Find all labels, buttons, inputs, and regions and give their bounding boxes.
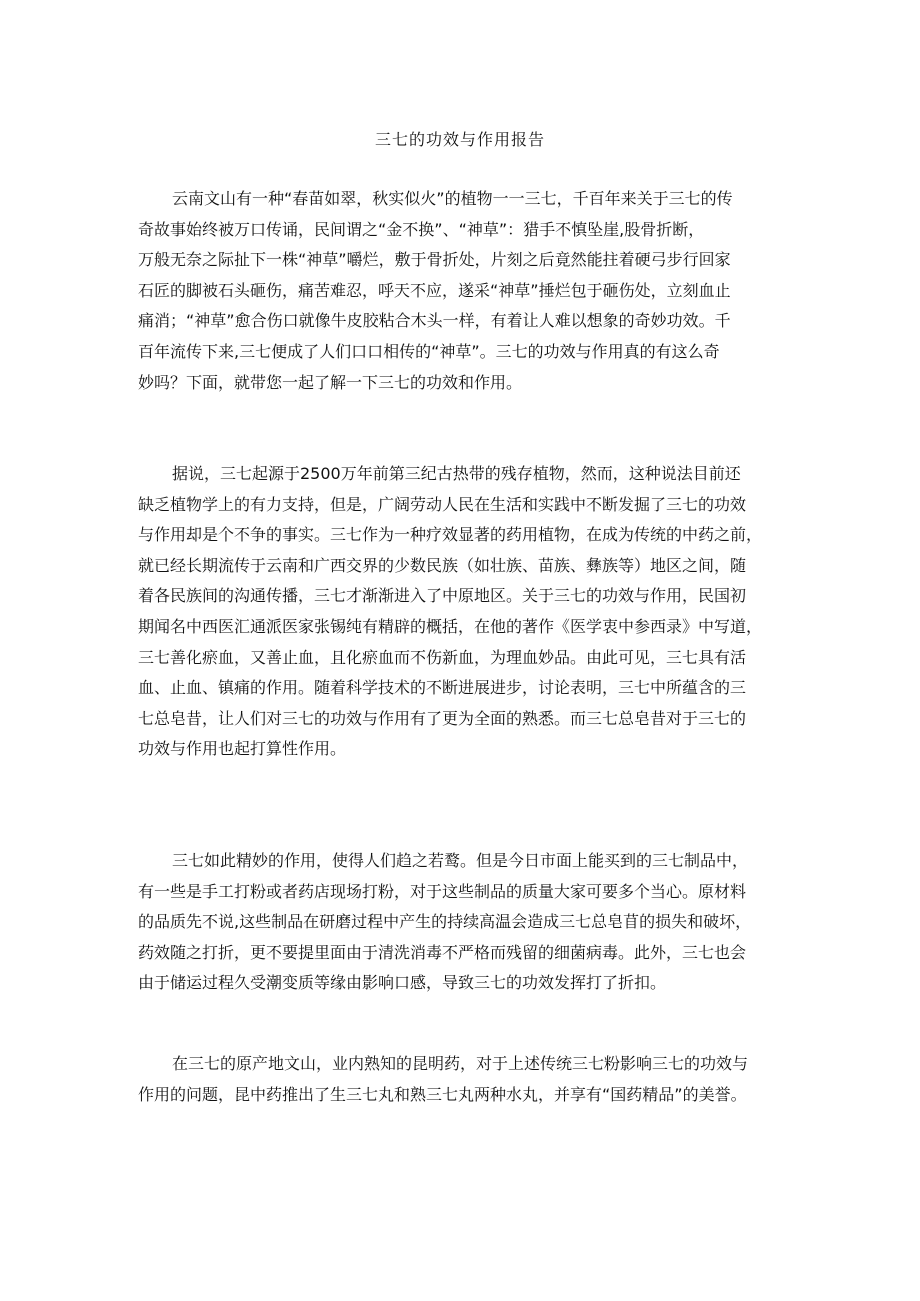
paragraph-line: 作用的问题，昆中药推出了生三七丸和熟三七丸两种水丸，并享有“国药精品”的美誉。 xyxy=(138,1084,747,1104)
paragraph-line: 功效与作用也起打算性作用。 xyxy=(138,739,347,759)
paragraph-line: 血、止血、镇痛的作用。随着科学技术的不断进展进步，讨论表明，三七中所蕴含的三 xyxy=(138,678,747,698)
paragraph-line: 的品质先不说,这些制品在研磨过程中产生的持续高温会造成三七总皂苜的损失和破坏， xyxy=(138,912,752,932)
paragraph-line: 云南文山有一种“春苗如翠，秋实似火”的植物一一三七，千百年来关于三七的传 xyxy=(172,189,733,208)
paragraph-line: 据说，三七起源于2500万年前第三纪古热带的残存植物，然而，这种说法目前还 xyxy=(172,464,741,483)
paragraph-line: 在三七的原产地文山，业内熟知的昆明药，对于上述传统三七粉影响三七的功效与 xyxy=(172,1054,749,1073)
paragraph-line: 着各民族间的沟通传播，三七才渐渐进入了中原地区。关于三七的功效与作用，民国初 xyxy=(138,586,747,606)
paragraph-line: 三七如此精妙的作用，使得人们趋之若鹜。但是今日市面上能买到的三七制品中， xyxy=(172,851,749,870)
paragraph-line: 万般无奈之际扯下一株“神草”嚼烂，敷于骨折处，片刻之后竟然能拄着硬弓步行回家 xyxy=(138,250,731,270)
paragraph-line: 由于储运过程久受潮变质等缘由影响口感，导致三七的功效发挥打了折扣。 xyxy=(138,973,667,993)
paragraph-line: 痛消；“神草”愈合伤口就像牛皮胶粘合木头一样，有着让人难以想象的奇妙功效。千 xyxy=(138,311,731,331)
paragraph-1 xyxy=(138,184,785,398)
document-title: 三七的功效与作用报告 xyxy=(374,130,545,149)
paragraph-line: 奇故事始终被万口传诵，民间谓之“金不换”、“神草”：猎手不慎坠崖,股骨折断， xyxy=(138,219,705,239)
paragraph-line: 石匠的脚被石头砸伤，痛苦难忍，呼天不应，遂采“神草”捶烂包于砸伤处，立刻血止 xyxy=(138,280,731,300)
paragraph-2 xyxy=(138,459,785,765)
paragraph-line: 与作用却是个不争的事实。三七作为一种疗效显著的药用植物，在成为传统的中药之前， xyxy=(138,525,763,545)
paragraph-line: 三七善化瘀血，又善止血，且化瘀血而不伤新血，为理血妙品。由此可见，三七具有活 xyxy=(138,647,747,667)
paragraph-3 xyxy=(138,846,785,999)
paragraph-line: 百年流传下来,三七便成了人们口口相传的“神草”。三七的功效与作用真的有这么奇 xyxy=(138,341,720,361)
paragraph-line: 就已经长期流传于云南和广西交界的少数民族（如壮族、苗族、彝族等）地区之间，随 xyxy=(138,555,747,575)
paragraph-line: 有一些是手工打粉或者药店现场打粉，对于这些制品的质量大家可要多个当心。原材料 xyxy=(138,881,747,901)
paragraph-line: 七总皂昔，让人们对三七的功效与作用有了更为全面的熟悉。而三七总皂昔对于三七的 xyxy=(138,708,747,728)
paragraph-line: 期闻名中西医汇通派医家张锡纯有精辟的概括，在他的著作《医学衷中参西录》中写道， xyxy=(138,616,763,636)
paragraph-4 xyxy=(138,1049,785,1110)
paragraph-line: 药效随之打折，更不要提里面由于清洗消毒不严格而残留的细菌病毒。此外，三七也会 xyxy=(138,942,747,962)
paragraph-line: 妙吗？下面，就带您一起了解一下三七的功效和作用。 xyxy=(138,372,523,392)
paragraph-line: 缺乏植物学上的有力支持，但是，广阔劳动人民在生活和实践中不断发掘了三七的功效 xyxy=(138,494,747,514)
